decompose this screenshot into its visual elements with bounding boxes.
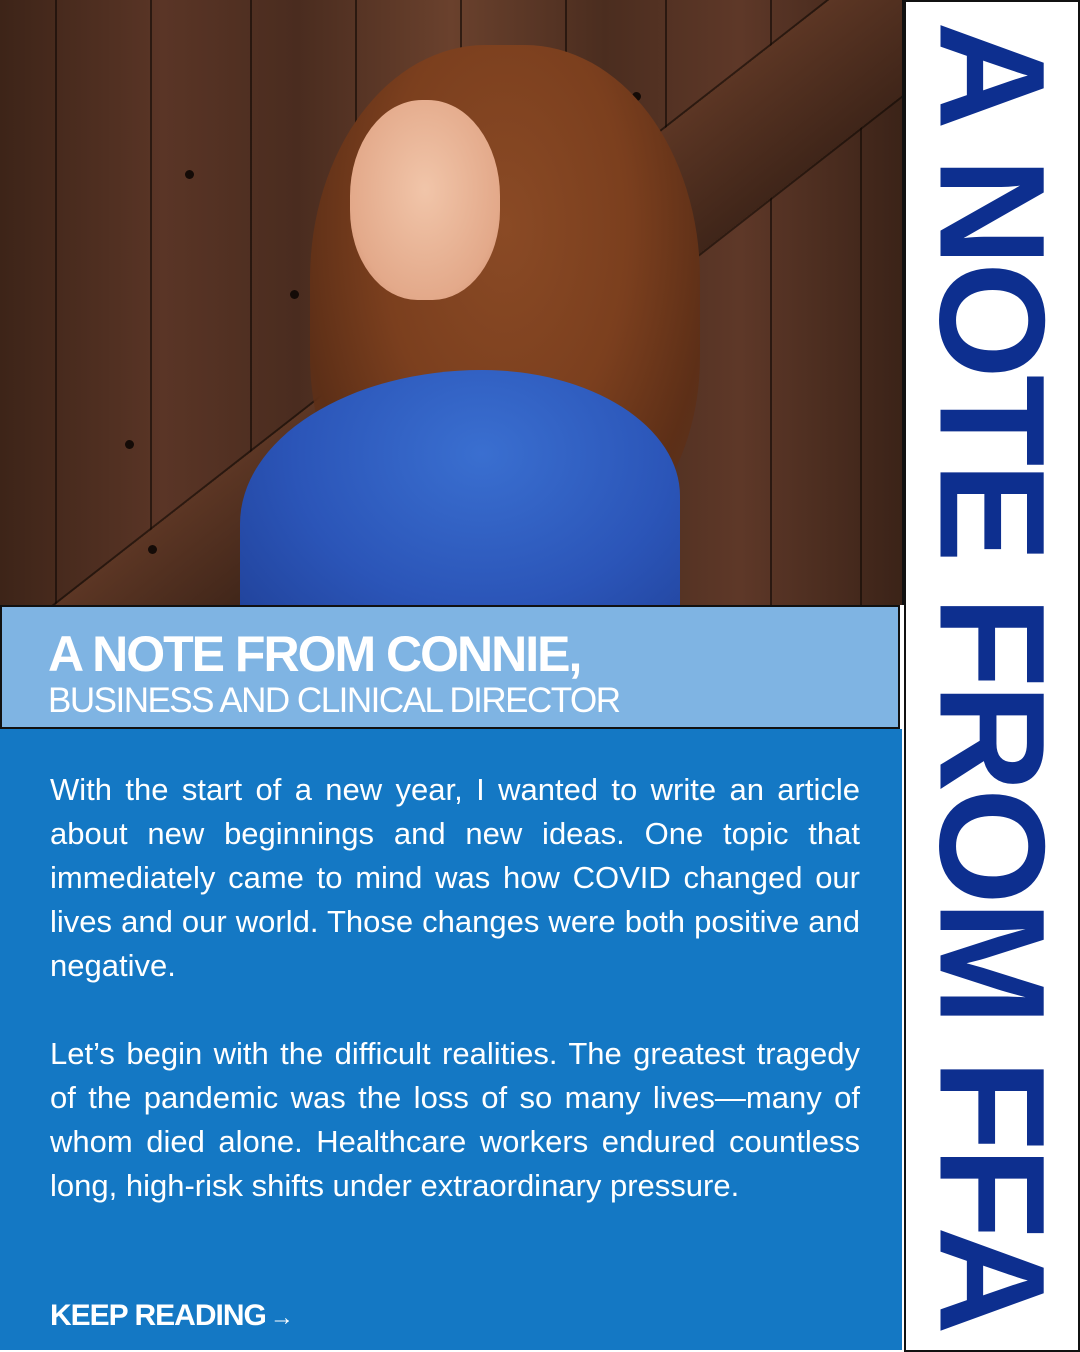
side-title: A NOTE FROM FFA: [908, 21, 1077, 1331]
keep-reading-label: KEEP READING: [50, 1299, 266, 1332]
keep-reading-link[interactable]: [50, 1299, 293, 1333]
portrait-photo: [0, 0, 904, 605]
side-title-panel: [904, 0, 1080, 1352]
heading-title: A NOTE FROM CONNIE,: [48, 626, 581, 682]
heading-band: [0, 605, 900, 729]
arrow-right-icon: →: [269, 1304, 293, 1331]
body-paragraph-1: With the start of a new year, I wanted to write an article about new beginnings and new ideas. One topic that immediately came to mind was how COVID changed our lives and our world. Those changes were both positive and negative.: [50, 772, 860, 983]
body-panel: [0, 729, 902, 1350]
heading-subtitle: BUSINESS AND CLINICAL DIRECTOR: [48, 681, 620, 720]
body-paragraph-2: Let’s begin with the difficult realities. The greatest tragedy of the pandemic was the loss of so many lives—many of whom died alone. Healthcare workers endured countless long, high-risk shifts under extraordinary pressure.: [50, 1036, 860, 1203]
